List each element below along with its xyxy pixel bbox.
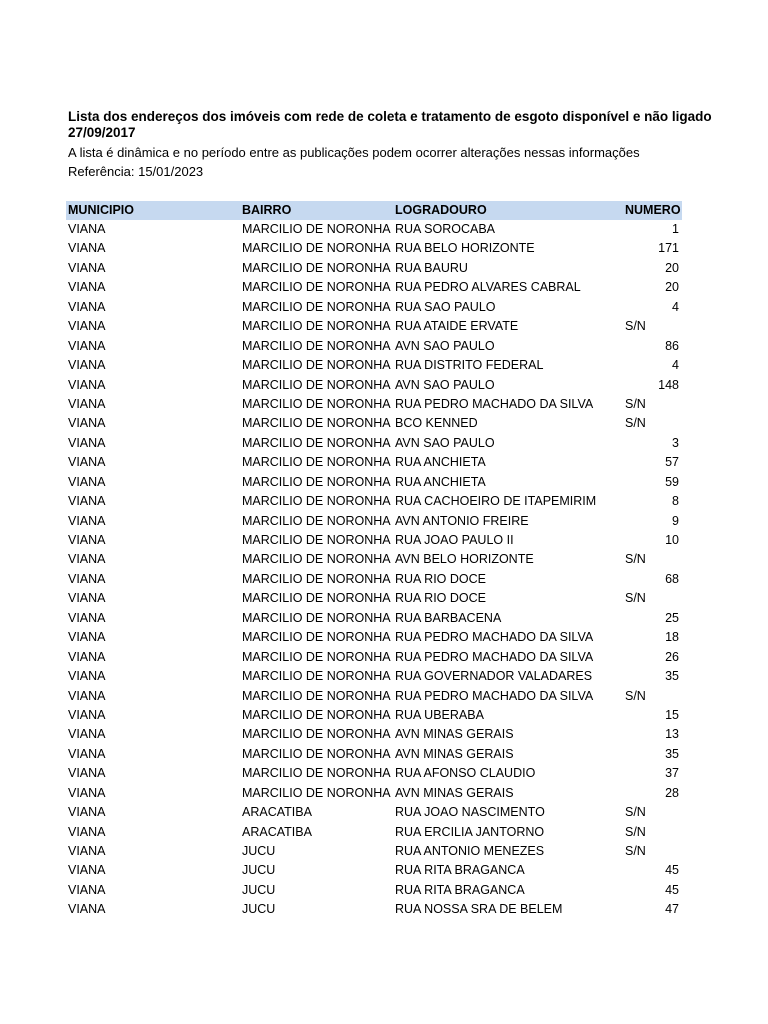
table-row — [66, 881, 682, 900]
cell-municipio: VIANA — [68, 805, 106, 820]
cell-numero: S/N — [625, 844, 646, 858]
header-bairro: BAIRRO — [242, 203, 292, 217]
cell-numero: 20 — [665, 280, 679, 295]
cell-numero: 25 — [665, 610, 679, 625]
cell-municipio: VIANA — [68, 222, 106, 236]
cell-logradouro: RUA GOVERNADOR VALADARES — [395, 669, 593, 684]
cell-bairro: MARCILIO DE NORONHA — [242, 319, 391, 334]
cell-bairro: MARCILIO DE NORONHA — [242, 552, 391, 567]
cell-bairro: MARCILIO DE NORONHA — [242, 299, 391, 314]
cell-bairro: MARCILIO DE NORONHA — [242, 591, 391, 606]
cell-logradouro: AVN SAO PAULO — [395, 338, 495, 353]
cell-bairro: JUCU — [242, 882, 276, 897]
cell-logradouro: RUA PEDRO MACHADO DA SILVA — [395, 688, 594, 703]
cell-numero: S/N — [625, 396, 646, 411]
cell-numero: 9 — [672, 513, 679, 528]
cell-numero: 57 — [665, 455, 679, 470]
cell-municipio: VIANA — [68, 396, 106, 411]
cell-municipio: VIANA — [68, 649, 106, 664]
cell-bairro: MARCILIO DE NORONHA — [242, 241, 391, 256]
cell-numero: 10 — [665, 533, 679, 547]
cell-logradouro: RUA NOSSA SRA DE BELEM — [395, 902, 563, 917]
table-row — [66, 861, 682, 880]
table-row — [66, 648, 682, 667]
title-line-1: Lista dos endereços dos imóveis com rede de coleta e tratamento de esgoto disponível e não ligado — [68, 109, 712, 124]
cell-municipio: VIANA — [68, 358, 106, 373]
cell-logradouro: AVN ANTONIO FREIRE — [395, 513, 529, 528]
table-row — [66, 570, 682, 589]
cell-logradouro: RUA BELO HORIZONTE — [395, 241, 535, 256]
cell-logradouro: RUA ANCHIETA — [395, 455, 486, 470]
header-logradouro: LOGRADOURO — [395, 203, 487, 217]
cell-numero: S/N — [625, 552, 646, 567]
cell-logradouro: AVN MINAS GERAIS — [395, 785, 514, 800]
cell-bairro: MARCILIO DE NORONHA — [242, 533, 391, 547]
cell-bairro: JUCU — [242, 863, 276, 878]
cell-bairro: MARCILIO DE NORONHA — [242, 416, 391, 431]
cell-logradouro: RUA ANTONIO MENEZES — [395, 844, 545, 858]
cell-bairro: MARCILIO DE NORONHA — [242, 260, 391, 275]
cell-municipio: VIANA — [68, 552, 106, 567]
cell-numero: S/N — [625, 824, 646, 839]
cell-municipio: VIANA — [68, 707, 106, 722]
cell-bairro: MARCILIO DE NORONHA — [242, 766, 391, 781]
cell-bairro: MARCILIO DE NORONHA — [242, 785, 391, 800]
cell-municipio: VIANA — [68, 571, 106, 586]
table-row — [66, 473, 682, 492]
table-row — [66, 531, 682, 550]
header-municipio: MUNICIPIO — [68, 203, 134, 217]
table-row — [66, 414, 682, 433]
cell-municipio: VIANA — [68, 863, 106, 878]
cell-logradouro: RUA RITA BRAGANCA — [395, 863, 525, 878]
reference-date: Referência: 15/01/2023 — [68, 164, 204, 179]
table-row — [66, 550, 682, 569]
cell-logradouro: RUA PEDRO MACHADO DA SILVA — [395, 649, 594, 664]
cell-municipio: VIANA — [68, 241, 106, 256]
table-row — [66, 259, 682, 278]
cell-logradouro: RUA RIO DOCE — [395, 571, 486, 586]
cell-bairro: JUCU — [242, 902, 276, 917]
header-numero: NUMERO — [625, 203, 681, 217]
cell-numero: 45 — [665, 863, 679, 878]
cell-numero: 35 — [665, 669, 679, 684]
cell-municipio: VIANA — [68, 630, 106, 645]
cell-bairro: MARCILIO DE NORONHA — [242, 649, 391, 664]
cell-municipio: VIANA — [68, 746, 106, 761]
cell-municipio: VIANA — [68, 727, 106, 742]
cell-logradouro: RUA JOAO PAULO II — [395, 533, 514, 547]
cell-municipio: VIANA — [68, 435, 106, 450]
cell-numero: S/N — [625, 319, 646, 334]
cell-municipio: VIANA — [68, 669, 106, 684]
cell-bairro: MARCILIO DE NORONHA — [242, 688, 391, 703]
cell-bairro: MARCILIO DE NORONHA — [242, 707, 391, 722]
cell-numero: S/N — [625, 591, 646, 606]
cell-bairro: ARACATIBA — [242, 805, 312, 820]
cell-numero: 28 — [665, 785, 679, 800]
cell-bairro: MARCILIO DE NORONHA — [242, 377, 391, 392]
cell-logradouro: RUA PEDRO MACHADO DA SILVA — [395, 396, 594, 411]
cell-logradouro: RUA ANCHIETA — [395, 474, 486, 489]
cell-municipio: VIANA — [68, 319, 106, 334]
cell-bairro: MARCILIO DE NORONHA — [242, 474, 391, 489]
cell-logradouro: RUA BARBACENA — [395, 610, 502, 625]
cell-bairro: MARCILIO DE NORONHA — [242, 610, 391, 625]
table-row — [66, 512, 682, 531]
cell-logradouro: RUA JOAO NASCIMENTO — [395, 805, 545, 820]
cell-municipio: VIANA — [68, 280, 106, 295]
table-row — [66, 609, 682, 628]
cell-bairro: MARCILIO DE NORONHA — [242, 746, 391, 761]
document-title — [68, 109, 768, 141]
cell-bairro: MARCILIO DE NORONHA — [242, 513, 391, 528]
cell-numero: 4 — [672, 358, 679, 373]
cell-numero: 45 — [665, 882, 679, 897]
cell-bairro: MARCILIO DE NORONHA — [242, 280, 391, 295]
table-row — [66, 220, 682, 239]
table-body — [66, 220, 682, 920]
cell-logradouro: RUA UBERABA — [395, 707, 484, 722]
cell-logradouro: AVN MINAS GERAIS — [395, 727, 514, 742]
cell-numero: S/N — [625, 805, 646, 820]
table-row — [66, 453, 682, 472]
cell-numero: 59 — [665, 474, 679, 489]
table-row — [66, 337, 682, 356]
table-row — [66, 900, 682, 919]
table-row — [66, 356, 682, 375]
cell-bairro: MARCILIO DE NORONHA — [242, 435, 391, 450]
cell-logradouro: AVN BELO HORIZONTE — [395, 552, 534, 567]
cell-numero: 3 — [672, 435, 679, 450]
table-row — [66, 628, 682, 647]
table-row — [66, 298, 682, 317]
table-row — [66, 589, 682, 608]
cell-logradouro: RUA PEDRO ALVARES CABRAL — [395, 280, 581, 295]
table-row — [66, 278, 682, 297]
cell-municipio: VIANA — [68, 785, 106, 800]
cell-bairro: MARCILIO DE NORONHA — [242, 396, 391, 411]
cell-logradouro: AVN SAO PAULO — [395, 377, 495, 392]
cell-bairro: MARCILIO DE NORONHA — [242, 455, 391, 470]
cell-municipio: VIANA — [68, 513, 106, 528]
cell-municipio: VIANA — [68, 688, 106, 703]
cell-municipio: VIANA — [68, 610, 106, 625]
cell-municipio: VIANA — [68, 882, 106, 897]
cell-numero: S/N — [625, 688, 646, 703]
cell-logradouro: RUA RIO DOCE — [395, 591, 486, 606]
cell-numero: 15 — [665, 707, 679, 722]
cell-logradouro: RUA RITA BRAGANCA — [395, 882, 525, 897]
cell-bairro: MARCILIO DE NORONHA — [242, 494, 391, 509]
cell-numero: 86 — [665, 338, 679, 353]
cell-municipio: VIANA — [68, 299, 106, 314]
cell-numero: S/N — [625, 416, 646, 431]
cell-numero: 26 — [665, 649, 679, 664]
document-subtitle: A lista é dinâmica e no período entre as publicações podem ocorrer alterações nessas informações — [68, 145, 640, 160]
cell-bairro: MARCILIO DE NORONHA — [242, 630, 391, 645]
cell-municipio: VIANA — [68, 591, 106, 606]
table-row — [66, 239, 682, 258]
table-row — [66, 725, 682, 744]
cell-municipio: VIANA — [68, 494, 106, 509]
table-row — [66, 376, 682, 395]
cell-logradouro: RUA AFONSO CLAUDIO — [395, 766, 536, 781]
table-row — [66, 784, 682, 803]
cell-numero: 37 — [665, 766, 679, 781]
cell-bairro: MARCILIO DE NORONHA — [242, 222, 391, 236]
cell-municipio: VIANA — [68, 416, 106, 431]
cell-municipio: VIANA — [68, 902, 106, 917]
cell-municipio: VIANA — [68, 260, 106, 275]
cell-municipio: VIANA — [68, 474, 106, 489]
table-row — [66, 317, 682, 336]
table-row — [66, 706, 682, 725]
table-row — [66, 745, 682, 764]
table-row — [66, 667, 682, 686]
cell-numero: 171 — [658, 241, 679, 256]
cell-logradouro: RUA DISTRITO FEDERAL — [395, 358, 544, 373]
cell-logradouro: RUA CACHOEIRO DE ITAPEMIRIM — [395, 494, 597, 509]
table-row — [66, 823, 682, 842]
cell-municipio: VIANA — [68, 455, 106, 470]
cell-logradouro: BCO KENNED — [395, 416, 478, 431]
table-row — [66, 434, 682, 453]
cell-numero: 18 — [665, 630, 679, 645]
cell-logradouro: RUA PEDRO MACHADO DA SILVA — [395, 630, 594, 645]
cell-bairro: MARCILIO DE NORONHA — [242, 338, 391, 353]
cell-logradouro: RUA ATAIDE ERVATE — [395, 319, 519, 334]
cell-numero: 13 — [665, 727, 679, 742]
cell-logradouro: RUA ERCILIA JANTORNO — [395, 824, 545, 839]
cell-municipio: VIANA — [68, 824, 106, 839]
table-row — [66, 803, 682, 822]
cell-bairro: ARACATIBA — [242, 824, 312, 839]
cell-numero: 35 — [665, 746, 679, 761]
cell-numero: 47 — [665, 902, 679, 917]
cell-municipio: VIANA — [68, 377, 106, 392]
table-header-row — [66, 201, 682, 220]
cell-municipio: VIANA — [68, 844, 106, 858]
cell-bairro: MARCILIO DE NORONHA — [242, 358, 391, 373]
cell-logradouro: AVN MINAS GERAIS — [395, 746, 514, 761]
table-row — [66, 842, 682, 861]
cell-numero: 1 — [672, 222, 679, 236]
cell-logradouro: RUA SOROCABA — [395, 222, 496, 236]
cell-numero: 4 — [672, 299, 679, 314]
cell-numero: 20 — [665, 260, 679, 275]
cell-municipio: VIANA — [68, 338, 106, 353]
cell-bairro: JUCU — [242, 844, 276, 858]
table-row — [66, 687, 682, 706]
cell-numero: 148 — [658, 377, 679, 392]
cell-numero: 8 — [672, 494, 679, 509]
table-row — [66, 395, 682, 414]
cell-logradouro: RUA BAURU — [395, 260, 468, 275]
title-line-2: 27/09/2017 — [68, 125, 136, 140]
cell-bairro: MARCILIO DE NORONHA — [242, 571, 391, 586]
cell-logradouro: RUA SAO PAULO — [395, 299, 496, 314]
cell-numero: 68 — [665, 571, 679, 586]
cell-bairro: MARCILIO DE NORONHA — [242, 669, 391, 684]
cell-logradouro: AVN SAO PAULO — [395, 435, 495, 450]
cell-municipio: VIANA — [68, 533, 106, 547]
cell-municipio: VIANA — [68, 766, 106, 781]
table-row — [66, 764, 682, 783]
table-row — [66, 492, 682, 511]
cell-bairro: MARCILIO DE NORONHA — [242, 727, 391, 742]
